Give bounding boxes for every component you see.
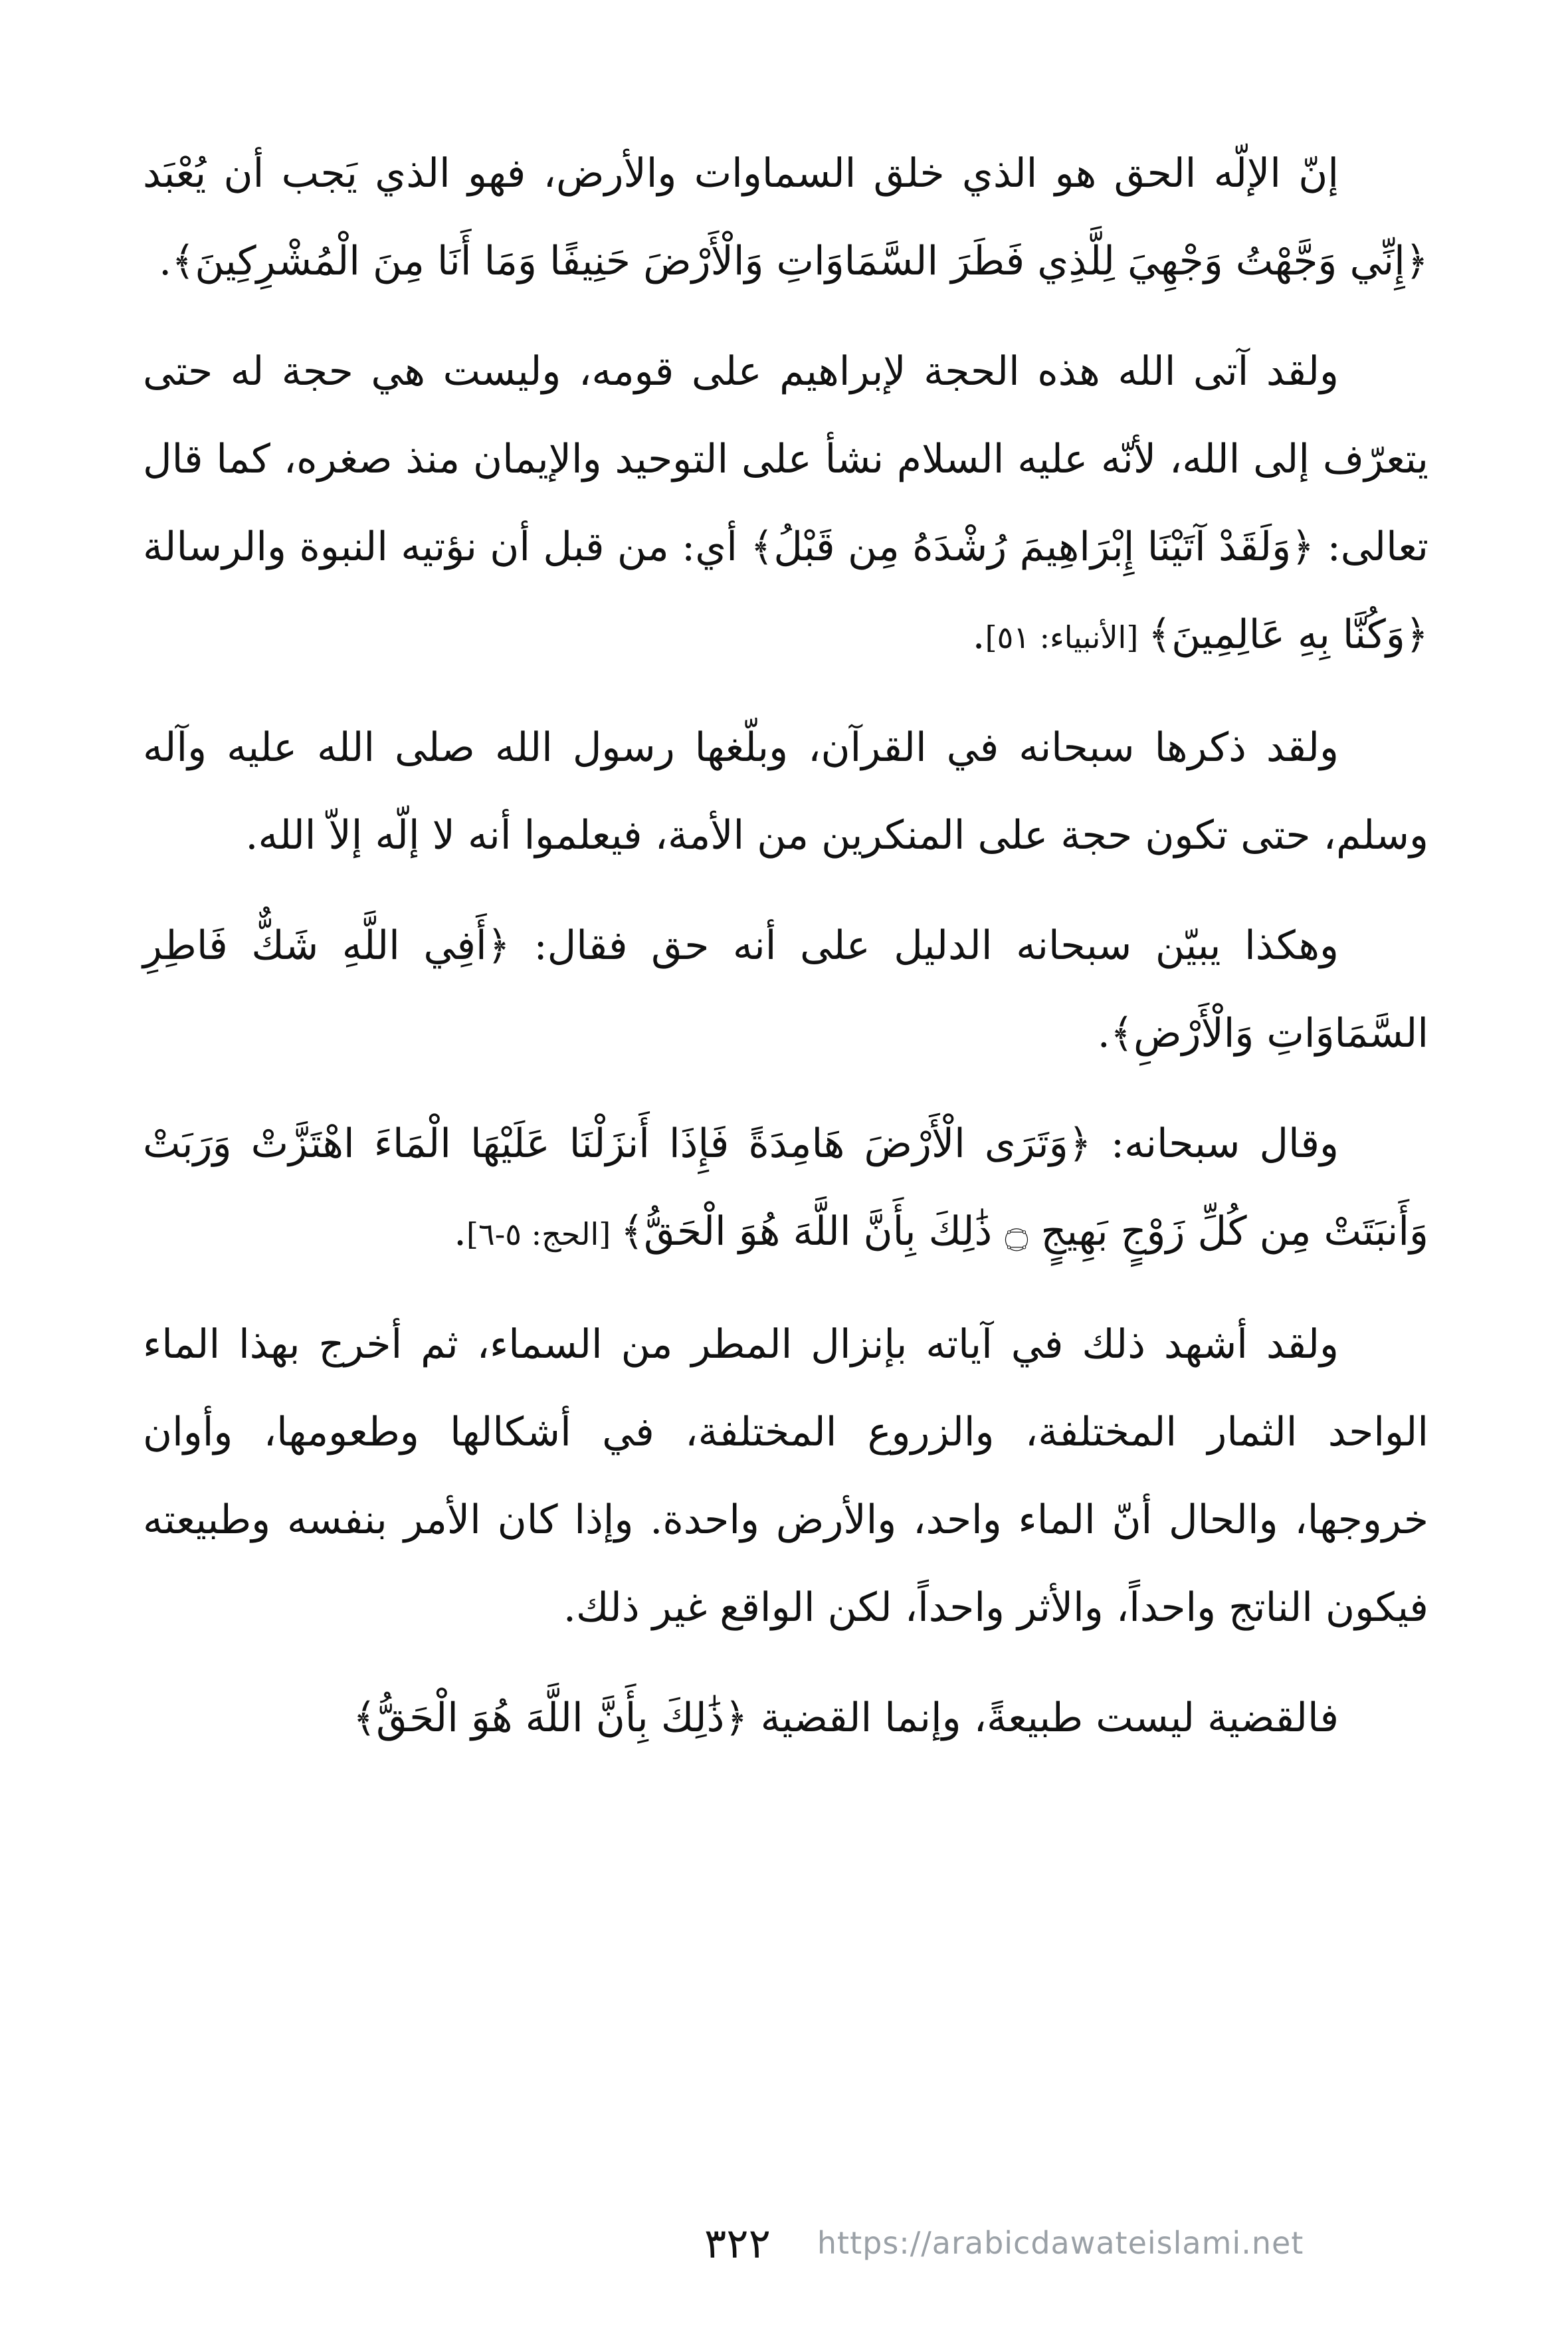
quran-verse: ﴿وَكُنَّا بِهِ عَالِمِينَ﴾ xyxy=(1147,611,1428,658)
verse-reference: [الأنبياء: ٥١] xyxy=(985,619,1148,655)
paragraph xyxy=(143,130,1428,305)
paragraph-text: أي: من قبل أن نؤتيه النبوة والرسالة xyxy=(143,524,751,570)
page-number: ٣٢٢ xyxy=(704,2218,771,2268)
quran-verse: ﴿وَتَرَى الْأَرْضَ هَامِدَةً فَإِذَا أَنزَلْنَا عَلَيْهَا الْمَاءَ اهْتَزَّتْ وَرَبَتْ وَأَنبَتَتْ مِن كُلِّ زَوْجٍ بَهِيجٍ ۝ ذَٰلِكَ بِأَنَّ اللَّهَ هُوَ الْحَقُّ﴾ xyxy=(143,1120,1428,1255)
paragraph-text: إنّ الإلّه الحق هو الذي خلق السماوات والأرض، فهو الذي يَجب أن يُعْبَد xyxy=(143,150,1339,197)
paragraph xyxy=(143,328,1428,681)
paragraph xyxy=(143,704,1428,879)
paragraph xyxy=(143,1674,1428,1762)
paragraph-text: ولقد آتى الله هذه الحجة لإبراهيم على قومه، وليست هي حجة له حتى يتعرّف إلى الله، لأنّه عليه السلام نشأ على التوحيد والإيمان منذ صغره، كما قال تعالى: xyxy=(143,348,1428,570)
quran-verse: ﴿إِنِّي وَجَّهْتُ وَجْهِيَ لِلَّذِي فَطَرَ السَّمَاوَاتِ وَالْأَرْضَ حَنِيفًا وَمَا أَنَا مِنَ الْمُشْرِكِينَ﴾ xyxy=(171,238,1428,284)
paragraph-text: وقال سبحانه: xyxy=(1091,1120,1339,1167)
verse-reference: [الحج: ٥-٦] xyxy=(466,1216,621,1252)
quran-verse: ﴿ذَٰلِكَ بِأَنَّ اللَّهَ هُوَ الْحَقُّ﴾ xyxy=(352,1695,748,1741)
page-body xyxy=(143,130,1428,1784)
paragraph-text: . xyxy=(159,238,172,284)
paragraph-text: وهكذا يبيّن سبحانه الدليل على أنه حق فقال: xyxy=(510,922,1339,969)
paragraph-text: ولقد ذكرها سبحانه في القرآن، وبلّغها رسول الله صلى الله عليه وآله وسلم، حتى تكون حجة على المنكرين من الأمة، فيعلموا أنه لا إلّه إلاّ الله. xyxy=(143,724,1428,859)
paragraph-text: . xyxy=(453,1208,467,1255)
paragraph-text: فالقضية ليست طبيعةً، وإنما القضية xyxy=(747,1695,1339,1741)
paragraph-text: . xyxy=(1097,1010,1110,1057)
paragraph-text: . xyxy=(972,611,985,658)
quran-verse: ﴿أَفِي اللَّهِ شَكٌّ فَاطِرِ السَّمَاوَاتِ وَالْأَرْضِ﴾ xyxy=(143,922,1428,1057)
website-url: https://arabicdawateislami.net xyxy=(817,2225,1304,2261)
page-footer xyxy=(704,2206,1435,2280)
paragraph xyxy=(143,902,1428,1077)
paragraph-text: ولقد أشهد ذلك في آياته بإنزال المطر من السماء، ثم أخرج بهذا الماء الواحد الثمار المختلفة، والزروع المختلفة، في أشكالها وطعومها، وأوان خروجها، والحال أنّ الماء واحد، والأرض واحدة. وإذا كان الأمر بنفسه وطبيعته فيكون الناتج واحداً، والأثر واحداً، لكن الواقع غير ذلك. xyxy=(143,1321,1428,1631)
quran-verse: ﴿وَلَقَدْ آتَيْنَا إِبْرَاهِيمَ رُشْدَهُ مِن قَبْلُ﴾ xyxy=(750,524,1315,570)
paragraph xyxy=(143,1100,1428,1278)
paragraph xyxy=(143,1301,1428,1651)
